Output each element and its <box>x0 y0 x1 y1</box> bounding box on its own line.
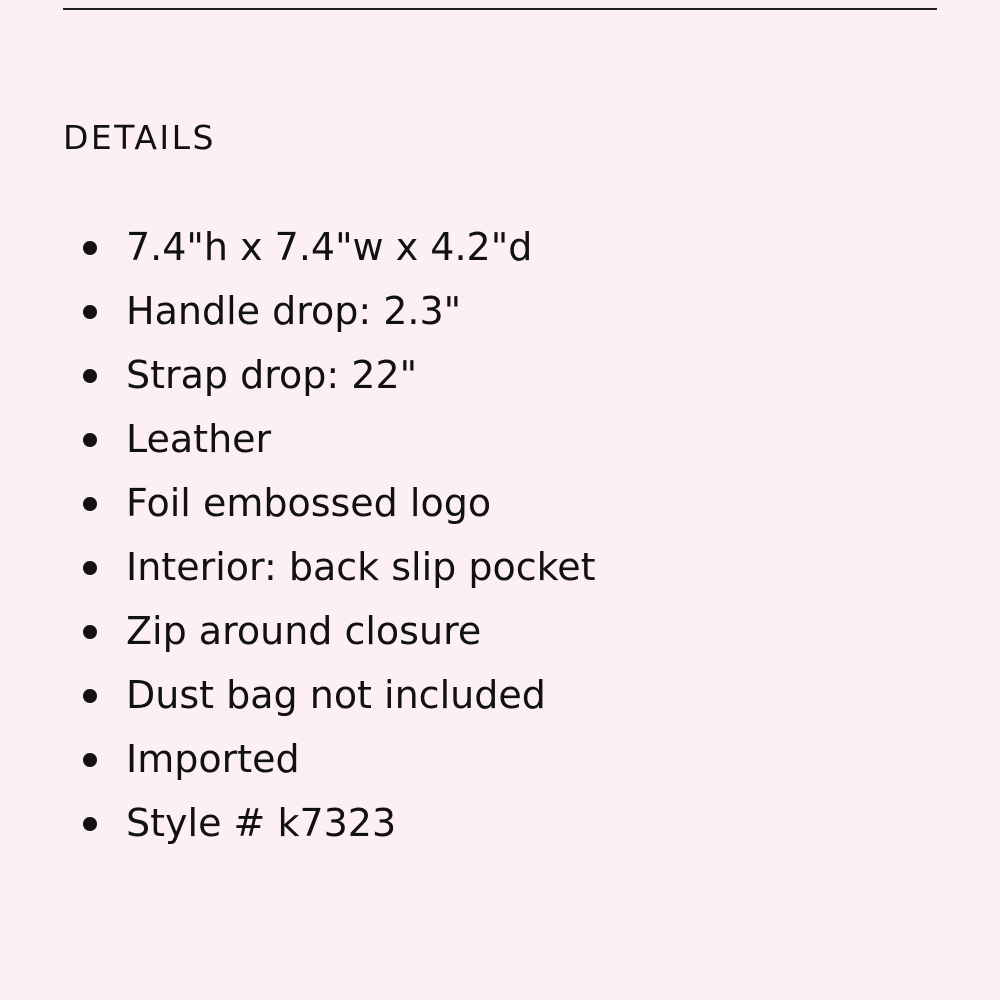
details-heading: DETAILS <box>63 118 216 157</box>
list-item-text: Style # k7323 <box>126 801 397 845</box>
bullet-icon <box>83 369 97 383</box>
list-item <box>63 730 596 794</box>
list-item-text: Imported <box>126 737 300 781</box>
bullet-icon <box>83 817 97 831</box>
bullet-icon <box>83 561 97 575</box>
bullet-icon <box>83 753 97 767</box>
list-item-text: 7.4"h x 7.4"w x 4.2"d <box>126 225 533 269</box>
list-item-text: Strap drop: 22" <box>126 353 418 397</box>
list-item-text: Leather <box>126 417 272 461</box>
list-item-text: Zip around closure <box>126 609 482 653</box>
list-item <box>63 218 596 282</box>
list-item <box>63 282 596 346</box>
bullet-icon <box>83 497 97 511</box>
details-list <box>63 218 596 858</box>
bullet-icon <box>83 433 97 447</box>
list-item <box>63 794 596 858</box>
list-item <box>63 666 596 730</box>
bullet-icon <box>83 625 97 639</box>
bullet-icon <box>83 241 97 255</box>
list-item-text: Dust bag not included <box>126 673 546 717</box>
section-divider <box>63 8 937 10</box>
list-item <box>63 410 596 474</box>
bullet-icon <box>83 689 97 703</box>
list-item <box>63 538 596 602</box>
bullet-icon <box>83 305 97 319</box>
list-item <box>63 346 596 410</box>
list-item <box>63 602 596 666</box>
list-item <box>63 474 596 538</box>
list-item-text: Handle drop: 2.3" <box>126 289 462 333</box>
list-item-text: Interior: back slip pocket <box>126 545 596 589</box>
list-item-text: Foil embossed logo <box>126 481 492 525</box>
